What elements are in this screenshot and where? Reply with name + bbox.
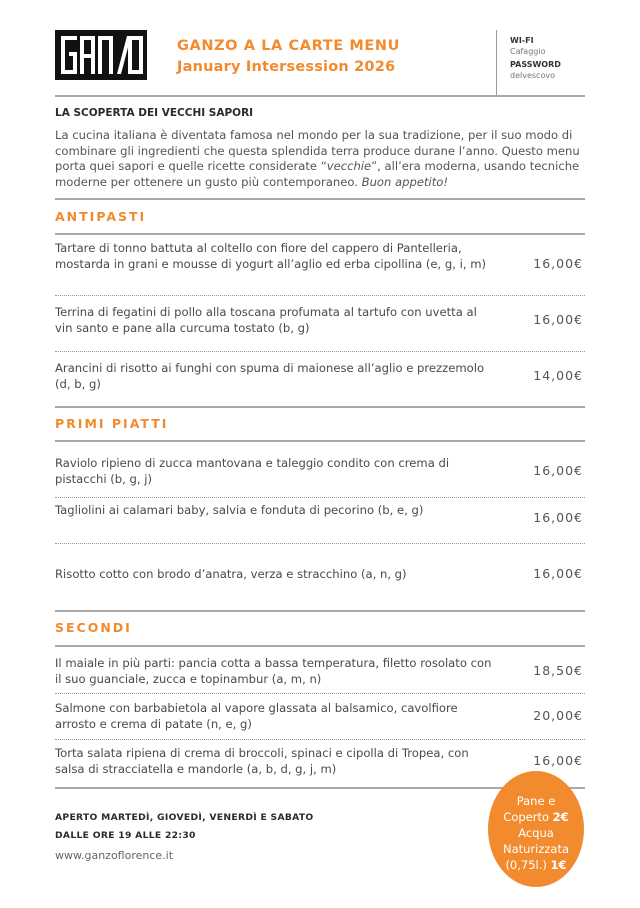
intro-paragraph [55, 128, 590, 190]
section-title-secondi: SECONDI [55, 620, 132, 635]
item-description: Terrina di fegatini di pollo alla toscana profumata al tartufo con uvetta al vin santo e pane alla curcuma tostato (b, g) [55, 305, 477, 335]
item-price: 18,50€ [533, 663, 583, 678]
header-divider [496, 30, 497, 96]
section-rule [55, 406, 585, 408]
item-price: 20,00€ [533, 708, 583, 723]
menu-title: GANZO A LA CARTE MENU [177, 38, 400, 54]
item-price: 16,00€ [533, 256, 583, 271]
water-price: 1€ [550, 858, 567, 872]
item-price: 16,00€ [533, 463, 583, 478]
badge-line [488, 857, 584, 873]
item-divider [55, 739, 585, 740]
wifi-label: WI-FI [510, 36, 534, 45]
cover-charge-badge [488, 771, 584, 887]
menu-titles [177, 37, 400, 77]
item-description: Il maiale in più parti: pancia cotta a bassa temperatura, filetto rosolato con il suo guanciale, zucca e topinambur (a, m, n) [55, 656, 492, 686]
item-price: 16,00€ [533, 510, 583, 525]
item-description: Salmone con barbabietola al vapore glassata al balsamico, cavolfiore arrosto e crema di patate (n, e, g) [55, 701, 458, 731]
section-rule [55, 645, 585, 647]
section-rule [55, 610, 585, 612]
badge-text: Coperto [503, 810, 553, 824]
menu-header [55, 30, 585, 96]
section-rule [55, 198, 585, 200]
intro-text-part: ”, all’era moderna, usando tecniche moderne per ottenere un gusto più contemporaneo. [55, 159, 580, 189]
badge-line: Acqua [518, 826, 554, 840]
menu-subtitle: January Intersession 2026 [177, 59, 396, 75]
badge-line: Naturizzata [502, 842, 570, 856]
intro-text-part: La cucina italiana è diventata famosa nel mondo per la sua tradizione, per il suo modo di combinare gli ingredienti che questa splendida terra produce durane l’anno. Questo menu porta quei sapori e quelle ricette considerate “ [55, 128, 580, 173]
opening-days: APERTO MARTEDÌ, GIOVEDÌ, VENERDÌ E SABATO [55, 812, 314, 823]
item-divider [55, 295, 585, 296]
ganzo-logo [55, 30, 147, 80]
intro-heading: LA SCOPERTA DEI VECCHI SAPORI [55, 107, 254, 119]
item-price: 14,00€ [533, 368, 583, 383]
wifi-info [510, 35, 561, 83]
item-description: Risotto cotto con brodo d’anatra, verza e stracchino (a, n, g) [55, 567, 407, 581]
section-rule [55, 233, 585, 235]
item-description: Arancini di risotto ai funghi con spuma di maionese all’aglio e prezzemolo (d, b, g) [55, 361, 485, 391]
cover-price: 2€ [552, 810, 569, 824]
badge-line [488, 809, 584, 825]
item-description: Tartare di tonno battuta al coltello con fiore del cappero di Pantelleria, mostarda in grani e mousse di yogurt all’aglio ed erba cipollina (e, g, i, m) [55, 241, 487, 271]
badge-text: (0,75l.) [505, 858, 551, 872]
header-rule [55, 95, 585, 97]
section-title-primi: PRIMI PIATTI [55, 416, 169, 431]
item-divider [55, 543, 585, 544]
item-description: Raviolo ripieno di zucca mantovana e taleggio condito con crema di pistacchi (b, g, j) [55, 456, 450, 486]
item-divider [55, 693, 585, 694]
opening-hours: DALLE ORE 19 ALLE 22:30 [55, 830, 196, 841]
item-price: 16,00€ [533, 566, 583, 581]
item-price: 16,00€ [533, 753, 583, 768]
wifi-network: Cafaggio [510, 47, 546, 56]
intro-closing: Buon appetito! [361, 174, 449, 189]
section-rule [55, 440, 585, 442]
item-description: Torta salata ripiena di crema di broccoli, spinaci e cipolla di Tropea, con salsa di stracciatella e mandorle (a, b, d, g, j, m) [55, 746, 469, 776]
item-description: Tagliolini ai calamari baby, salvia e fonduta di pecorino (b, e, g) [55, 503, 424, 517]
password-label: PASSWORD [510, 60, 561, 69]
wifi-password: delvescovo [510, 71, 555, 80]
item-divider [55, 497, 585, 498]
badge-line: Pane e [516, 794, 556, 808]
website-link[interactable]: www.ganzoflorence.it [55, 849, 174, 862]
intro-text-italic: vecchie [326, 159, 372, 173]
section-title-antipasti: ANTIPASTI [55, 209, 147, 224]
item-price: 16,00€ [533, 312, 583, 327]
item-divider [55, 351, 585, 352]
